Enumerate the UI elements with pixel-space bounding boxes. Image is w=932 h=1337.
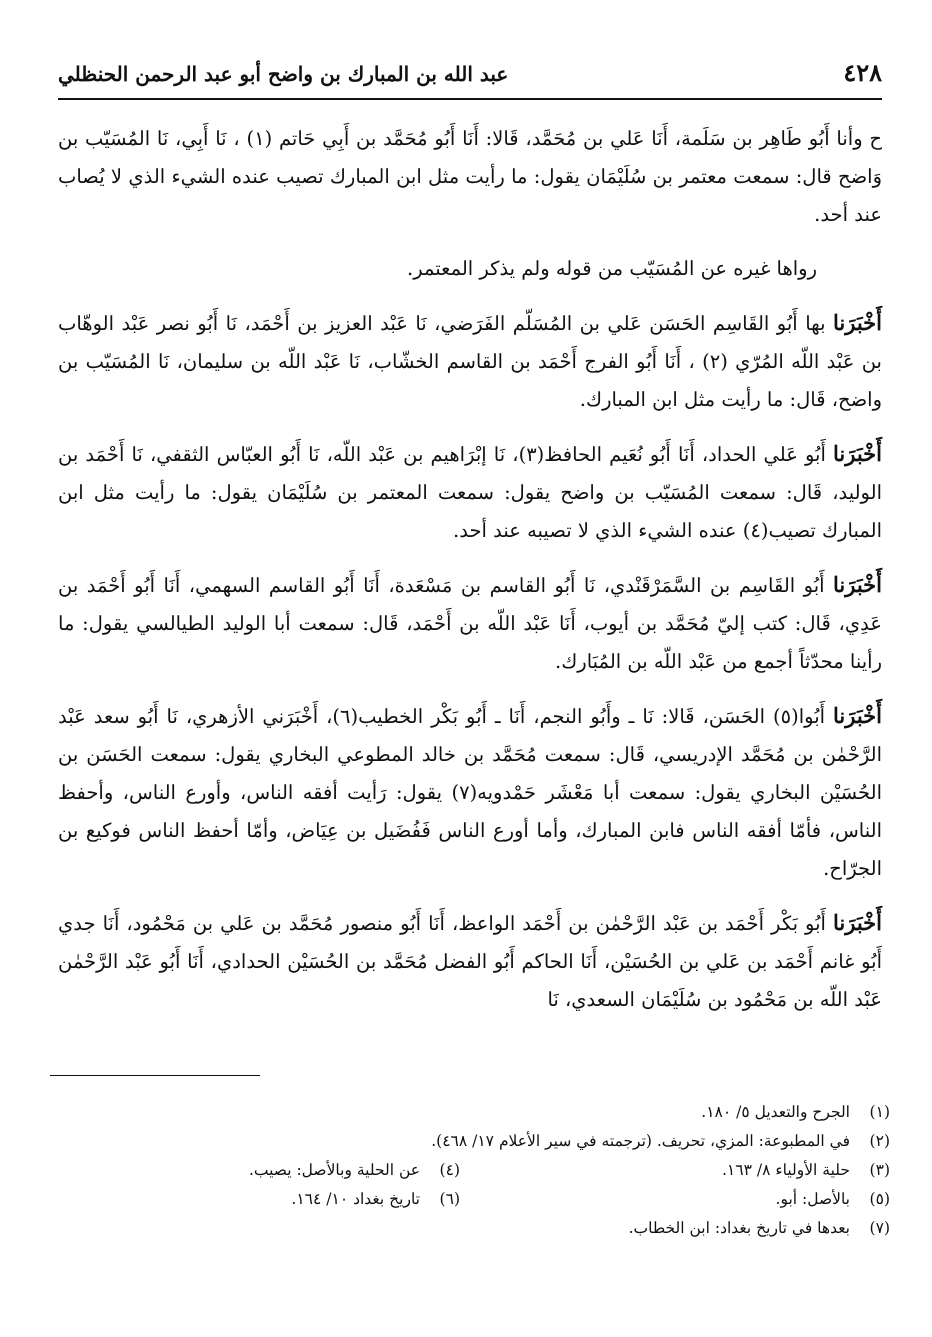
paragraph-3-heading: أَخْبَرَنا	[833, 310, 882, 335]
paragraph-3	[58, 304, 882, 419]
footnote-1	[60, 1098, 890, 1127]
footnote-text: تاريخ بغداد ١٠/ ١٦٤.	[291, 1190, 420, 1208]
running-title: عبد الله بن المبارك بن واضح أبو عبد الرحمن الحنظلي	[58, 62, 509, 86]
paragraph-7-heading: أَخْبَرَنا	[833, 910, 882, 935]
footnote-number: (٤)	[439, 1161, 460, 1179]
footnote-number: (٦)	[439, 1190, 460, 1208]
footnote-7	[60, 1214, 890, 1243]
paragraph-6-text: أَبُوا(٥) الحَسَن، قَالا: نَا ـ وأَبُو النجم، أَنَا ـ أَبُو بَكْر الخطيب(٦)، أَخْبَرَني الأزهري، نَا أَبُو سعد عَبْد الرَّحْمٰن بن مُحَمَّد الإدريسي، قَال: سمعت مُحَمَّد بن خالد المطوعي البخاري يقول: سمعت الحَسَن بن الحُسَيْن البخاري يقول: سمعت أبا مَعْشَر حَمْدويه(٧) يقول: رَأيت أفقه الناس، وأورع الناس، وأحفظ الناس، فأمّا أفقه الناس فابن المبارك، وأما أورع الناس فَفُضَيل بن عِيَاض، وأمّا أحفظ الناس فوكيع بن الجرّاح.	[58, 705, 882, 880]
header-rule	[58, 98, 882, 100]
footnote-text: حلية الأولياء ٨/ ١٦٣.	[721, 1161, 850, 1179]
footnote-row-3-4	[60, 1156, 890, 1185]
footnote-rule	[50, 1075, 260, 1076]
paragraph-5-heading: أَخْبَرَنا	[833, 572, 882, 597]
paragraph-7	[58, 904, 882, 1019]
footnote-row-5-6	[60, 1185, 890, 1214]
paragraph-6-heading: أَخْبَرَنا	[833, 703, 882, 728]
footnote-text: بالأصل: أبو.	[775, 1190, 850, 1208]
paragraph-4-heading: أَخْبَرَنا	[833, 441, 882, 466]
paragraph-4	[58, 435, 882, 550]
paragraph-1	[58, 120, 882, 234]
paragraph-4-text: أَبُو عَلي الحداد، أَنَا أَبُو نُعَيم الحافظ(٣)، نَا إبْرَاهيم بن عَبْد اللّه، نَا أَبُو العبّاس الثقفي، نَا أَحْمَد بن الوليد، قَال: سمعت المُسَيّب بن واضح يقول: سمعت المعتمر بن سُلَيْمَان يقول: ما رأيت مثل ابن المبارك تصيب(٤) عنده الشيء الذي لا تصيبه عند أحد.	[58, 443, 882, 542]
paragraph-2-text: رواها غيره عن المُسَيّب من قوله ولم يذكر المعتمر.	[407, 257, 817, 280]
paragraph-7-text: أَبُو بَكْر أَحْمَد بن عَبْد الرَّحْمٰن بن أَحْمَد الواعظ، أَنَا أَبُو منصور مُحَمَّد بن عَلي بن مَحْمُود، أَنَا جدي أَبُو غانم أَحْمَد بن عَلي بن الحُسَيْن، أَنَا الحاكم أَبُو الفضل مُحَمَّد بن الحُسَيْن الحدادي، أَنَا أَبُو عَبْد الرَّحْمٰن عَبْد اللّه بن مَحْمُود بن سُلَيْمَان السعدي، نَا	[58, 912, 882, 1011]
paragraph-6	[58, 697, 882, 888]
footnote-text: عن الحلية وبالأصل: يصيب.	[248, 1161, 420, 1179]
footnote-4	[249, 1156, 460, 1185]
body-text	[58, 120, 882, 1019]
footnote-text: في المطبوعة: المزي، تحريف. (ترجمته في سير الأعلام ١٧/ ٤٦٨).	[431, 1132, 850, 1150]
paragraph-5-text: أَبُو القَاسِم بن السَّمَرْقَنْدي، نَا أَبُو القاسم بن مَسْعَدة، أَنَا أَبُو القاسم السهمي، أَنَا أَبُو أَحْمَد بن عَدِي، قَال: كتب إليّ مُحَمَّد بن أيوب، أَنَا عَبْد اللّه بن أَحْمَد، قَال: سمعت أبا الوليد الطيالسي يقول: ما رأينا محدّثاً أجمع من عَبْد اللّه بن المُبَارك.	[58, 574, 882, 673]
footnote-3	[722, 1161, 890, 1179]
footnote-2	[60, 1127, 890, 1156]
footnotes	[60, 1098, 890, 1243]
footnote-5	[776, 1190, 890, 1208]
footnote-number: (٢)	[869, 1132, 890, 1150]
paragraph-1-text: ح وأنا أَبُو طَاهِر بن سَلَمة، أَنَا عَلي بن مُحَمَّد، قَالا: أَنَا أَبُو مُحَمَّد بن أَبِي حَاتم (١) ، نَا أَبِي، نَا المُسَيّب بن وَاضح قال: سمعت معتمر بن سُلَيْمَان يقول: ما رأيت مثل ابن المبارك تصيب عنده الشيء الذي لا يُصاب عند أحد.	[58, 127, 882, 226]
footnote-text: الجرح والتعديل ٥/ ١٨٠.	[701, 1103, 850, 1121]
footnote-text: بعدها في تاريخ بغداد: ابن الخطاب.	[628, 1219, 850, 1237]
footnote-number: (١)	[869, 1103, 890, 1121]
paragraph-5	[58, 566, 882, 681]
paragraph-3-text: بها أَبُو القَاسِم الحَسَن عَلي بن المُسَلّم الفَرَضي، نَا عَبْد العزيز بن أَحْمَد، نَا أَبُو نصر عَبْد الوهّاب بن عَبْد اللّه المُرّي (٢) ، أَنَا أَبُو الفرج أَحْمَد بن القاسم الخشّاب، نَا عَبْد اللّه بن سليمان، نَا المُسَيّب بن واضح، قَال: ما رأيت مثل ابن المبارك.	[58, 312, 882, 411]
footnote-number: (٥)	[869, 1190, 890, 1208]
footnote-number: (٣)	[869, 1161, 890, 1179]
page-header	[58, 56, 882, 100]
footnote-6	[291, 1185, 460, 1214]
footnote-number: (٧)	[869, 1219, 890, 1237]
paragraph-2	[58, 250, 882, 288]
page-number: ٤٢٨	[843, 58, 882, 87]
